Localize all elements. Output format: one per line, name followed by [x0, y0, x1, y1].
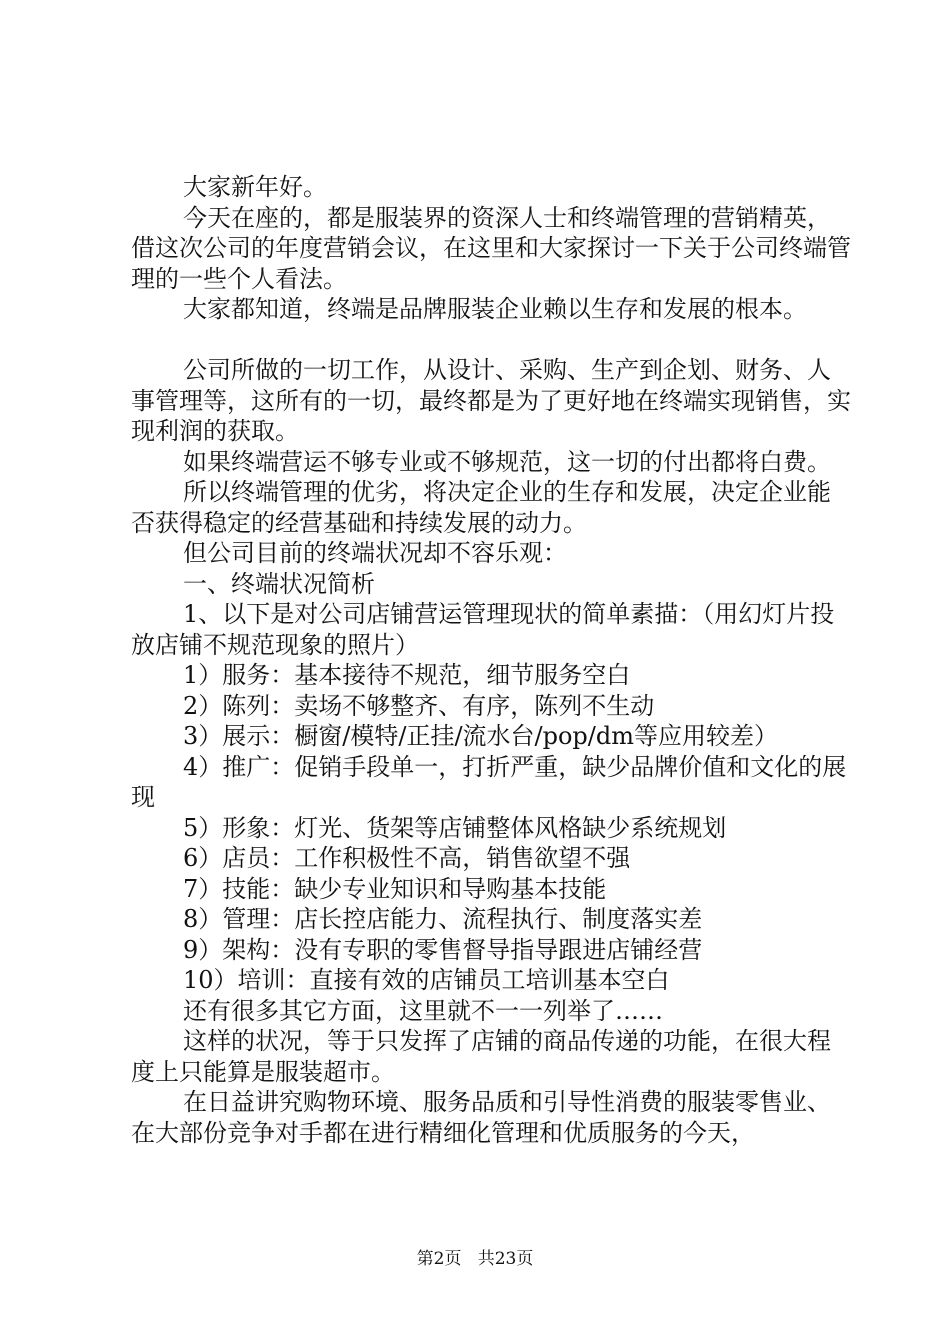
list-item: 10）培训：直接有效的店铺员工培训基本空白 [183, 966, 670, 994]
list-item: 2）陈列：卖场不够整齐、有序，陈列不生动 [183, 691, 655, 720]
paragraph-intro: 今天在座的，都是服装界的资深人士和终端管理的营销精英，借这次公司的年度营销会议，在这里和大家探讨一下关于公司终端管理的一些个人看法。 [131, 203, 851, 293]
list-item: 6）店员：工作积极性不高，销售欲望不强 [183, 844, 631, 872]
list-item: 4）推广：促销手段单一，打折严重，缺少品牌价值和文化的展现 [131, 752, 847, 811]
page-number: 第2页 [416, 1249, 462, 1269]
list-intro: 1、以下是对公司店铺营运管理现状的简单素描：（用幻灯片投放店铺不规范现象的照片） [131, 600, 835, 659]
page-total: 共23页 [477, 1249, 534, 1269]
paragraph-quality: 所以终端管理的优劣，将决定企业的生存和发展，决定企业能否获得稳定的经营基础和持续发展的动力。 [131, 478, 831, 537]
list-item: 8）管理：店长控店能力、流程执行、制度落实差 [183, 905, 703, 933]
list-item: 1）服务：基本接待不规范，细节服务空白 [183, 661, 631, 689]
page-separator [467, 1249, 472, 1269]
paragraph-unprofessional: 如果终端营运不够专业或不够规范，这一切的付出都将白费。 [183, 447, 831, 476]
list-item: 9）架构：没有专职的零售督导指导跟进店铺经营 [183, 935, 703, 964]
list-item: 3）展示：橱窗/模特/正挂/流水台/pop/dm等应用较差） [183, 722, 778, 750]
list-item: 7）技能：缺少专业知识和导购基本技能 [183, 874, 607, 903]
paragraph-gap [131, 325, 851, 356]
document-body [131, 172, 851, 1148]
section-heading: 一、终端状况简析 [183, 569, 375, 598]
paragraph-company-work: 公司所做的一切工作，从设计、采购、生产到企划、财务、人事管理等，这所有的一切，最终都是为了更好地在终端实现销售，实现利润的获取。 [131, 356, 851, 445]
page-footer [0, 1244, 950, 1269]
paragraph-situation: 这样的状况，等于只发挥了店铺的商品传递的功能，在很大程度上只能算是服装超市。 [131, 1027, 831, 1086]
paragraph-terminal-foundation: 大家都知道，终端是品牌服装企业赖以生存和发展的根本。 [183, 295, 807, 323]
list-item: 5）形象：灯光、货架等店铺整体风格缺少系统规划 [183, 813, 727, 842]
paragraph-competition: 在日益讲究购物环境、服务品质和引导性消费的服装零售业、在大部份竞争对手都在进行精细化管理和优质服务的今天， [131, 1088, 831, 1147]
paragraph-current-status: 但公司目前的终端状况却不容乐观： [183, 539, 567, 567]
paragraph-greeting: 大家新年好。 [183, 173, 327, 201]
paragraph-more: 还有很多其它方面，这里就不一一列举了…… [183, 996, 663, 1025]
